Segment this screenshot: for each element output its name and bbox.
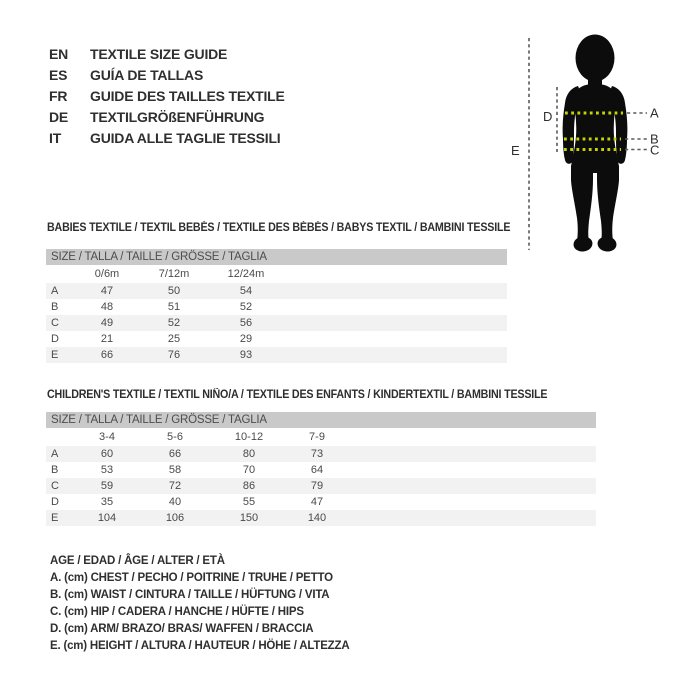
table-row (46, 315, 507, 331)
legend-line-chest: A. (cm) CHEST / PECHO / POITRINE / TRUHE / PETTO (50, 572, 333, 584)
row-label: B (51, 464, 59, 476)
size-cell: 93 (239, 349, 253, 361)
language-label: TEXTILGRÖßENFÜHRUNG (90, 108, 265, 125)
language-row (49, 127, 285, 148)
filler-cell (348, 494, 596, 510)
size-cell: 60 (100, 448, 114, 460)
size-cell: 73 (310, 448, 324, 460)
column-header: 3-4 (99, 431, 115, 443)
size-cell: 64 (310, 464, 324, 476)
language-code: FR (49, 87, 68, 104)
size-cell: 150 (239, 512, 259, 524)
legend-line-waist: B. (cm) WAIST / CINTURA / TAILLE / HÜFTUNG / VITA (50, 589, 330, 601)
babies-column-header-row (46, 265, 507, 283)
language-code: DE (49, 108, 69, 125)
size-cell: 53 (100, 464, 114, 476)
corner-cell (46, 265, 76, 283)
children-size-table (46, 412, 596, 526)
size-cell: 59 (100, 480, 114, 492)
filler-cell (282, 265, 507, 283)
column-header: 5-6 (167, 431, 183, 443)
size-cell: 80 (242, 448, 256, 460)
children-size-header-bar: SIZE / TALLA / TAILLE / GRÖSSE / TAGLIA (46, 412, 596, 428)
measure-label-c: C (650, 142, 660, 158)
filler-cell (282, 347, 507, 363)
size-cell: 52 (167, 317, 181, 329)
column-header: 10-12 (234, 431, 264, 443)
size-cell: 58 (168, 464, 182, 476)
measurement-legend (50, 553, 349, 655)
size-cell: 140 (307, 512, 327, 524)
size-cell: 25 (167, 333, 181, 345)
size-cell: 50 (167, 285, 181, 297)
column-header: 12/24m (227, 268, 265, 280)
row-label: A (51, 448, 59, 460)
language-row (49, 43, 285, 64)
filler-cell (348, 428, 596, 446)
column-header: 0/6m (94, 268, 120, 280)
table-row (46, 510, 596, 526)
filler-cell (348, 462, 596, 478)
size-cell: 106 (165, 512, 185, 524)
language-code: EN (49, 45, 69, 62)
row-label: C (51, 480, 59, 492)
language-code: IT (49, 129, 62, 146)
row-label: A (51, 285, 59, 297)
size-cell: 56 (239, 317, 253, 329)
legend-line-hip: C. (cm) HIP / CADERA / HANCHE / HÜFTE / HIPS (50, 606, 304, 618)
measure-label-a: A (650, 105, 659, 121)
size-measure-figure (485, 25, 685, 260)
row-label: B (51, 301, 59, 313)
size-cell: 55 (242, 496, 256, 508)
size-cell: 49 (100, 317, 114, 329)
babies-size-table (46, 249, 507, 363)
filler-cell (282, 315, 507, 331)
table-row (46, 446, 596, 462)
size-cell: 47 (100, 285, 114, 297)
table-row (46, 347, 507, 363)
row-label: C (51, 317, 59, 329)
column-header: 7-9 (309, 431, 325, 443)
legend-line-age: AGE / EDAD / ÂGE / ALTER / ETÀ (50, 555, 225, 567)
size-cell: 66 (168, 448, 182, 460)
table-row (46, 299, 507, 315)
language-code: ES (49, 66, 68, 83)
column-header: 7/12m (158, 268, 190, 280)
filler-cell (282, 331, 507, 347)
row-label: E (51, 512, 59, 524)
row-label: E (51, 349, 59, 361)
children-column-header-row (46, 428, 596, 446)
row-label: D (51, 333, 59, 345)
language-label: GUIDE DES TAILLES TEXTILE (90, 87, 285, 104)
children-table-title: CHILDREN'S TEXTILE / TEXTIL NIÑO/A / TEXTILE DES ENFANTS / KINDERTEXTIL / BAMBINI TESSILE (47, 389, 548, 401)
size-cell: 54 (239, 285, 253, 297)
filler-cell (348, 478, 596, 494)
table-row (46, 494, 596, 510)
legend-line-arm: D. (cm) ARM/ BRAZO/ BRAS/ WAFFEN / BRACCIA (50, 623, 314, 635)
size-cell: 40 (168, 496, 182, 508)
size-cell: 72 (168, 480, 182, 492)
table-row (46, 283, 507, 299)
size-cell: 35 (100, 496, 114, 508)
measure-label-d: D (543, 109, 553, 124)
size-cell: 48 (100, 301, 114, 313)
size-cell: 104 (97, 512, 117, 524)
language-row (49, 64, 285, 85)
babies-table-title: BABIES TEXTILE / TEXTIL BEBÉS / TEXTILE DES BÉBÉS / BABYS TEXTIL / BAMBINI TESSILE (47, 222, 511, 234)
filler-cell (348, 510, 596, 526)
measure-label-b: B (650, 131, 659, 147)
size-cell: 76 (167, 349, 181, 361)
size-cell: 29 (239, 333, 253, 345)
language-label: GUÍA DE TALLAS (90, 66, 204, 83)
corner-cell (46, 428, 76, 446)
filler-cell (282, 299, 507, 315)
size-cell: 51 (167, 301, 181, 313)
table-row (46, 478, 596, 494)
filler-cell (282, 283, 507, 299)
size-cell: 70 (242, 464, 256, 476)
measure-label-e: E (511, 143, 520, 158)
size-cell: 66 (100, 349, 114, 361)
table-row (46, 331, 507, 347)
legend-line-height: E. (cm) HEIGHT / ALTURA / HAUTEUR / HÖHE / ALTEZZA (50, 640, 350, 652)
filler-cell (348, 446, 596, 462)
size-cell: 47 (310, 496, 324, 508)
size-cell: 21 (100, 333, 114, 345)
size-cell: 52 (239, 301, 253, 313)
size-cell: 86 (242, 480, 256, 492)
language-row (49, 85, 285, 106)
babies-size-header-bar: SIZE / TALLA / TAILLE / GRÖSSE / TAGLIA (46, 249, 507, 265)
row-label: D (51, 496, 59, 508)
size-cell: 79 (310, 480, 324, 492)
language-label: TEXTILE SIZE GUIDE (90, 45, 228, 62)
child-silhouette (563, 35, 628, 253)
language-guide-list (49, 43, 285, 148)
table-row (46, 462, 596, 478)
language-row (49, 106, 285, 127)
language-label: GUIDA ALLE TAGLIE TESSILI (90, 129, 281, 146)
